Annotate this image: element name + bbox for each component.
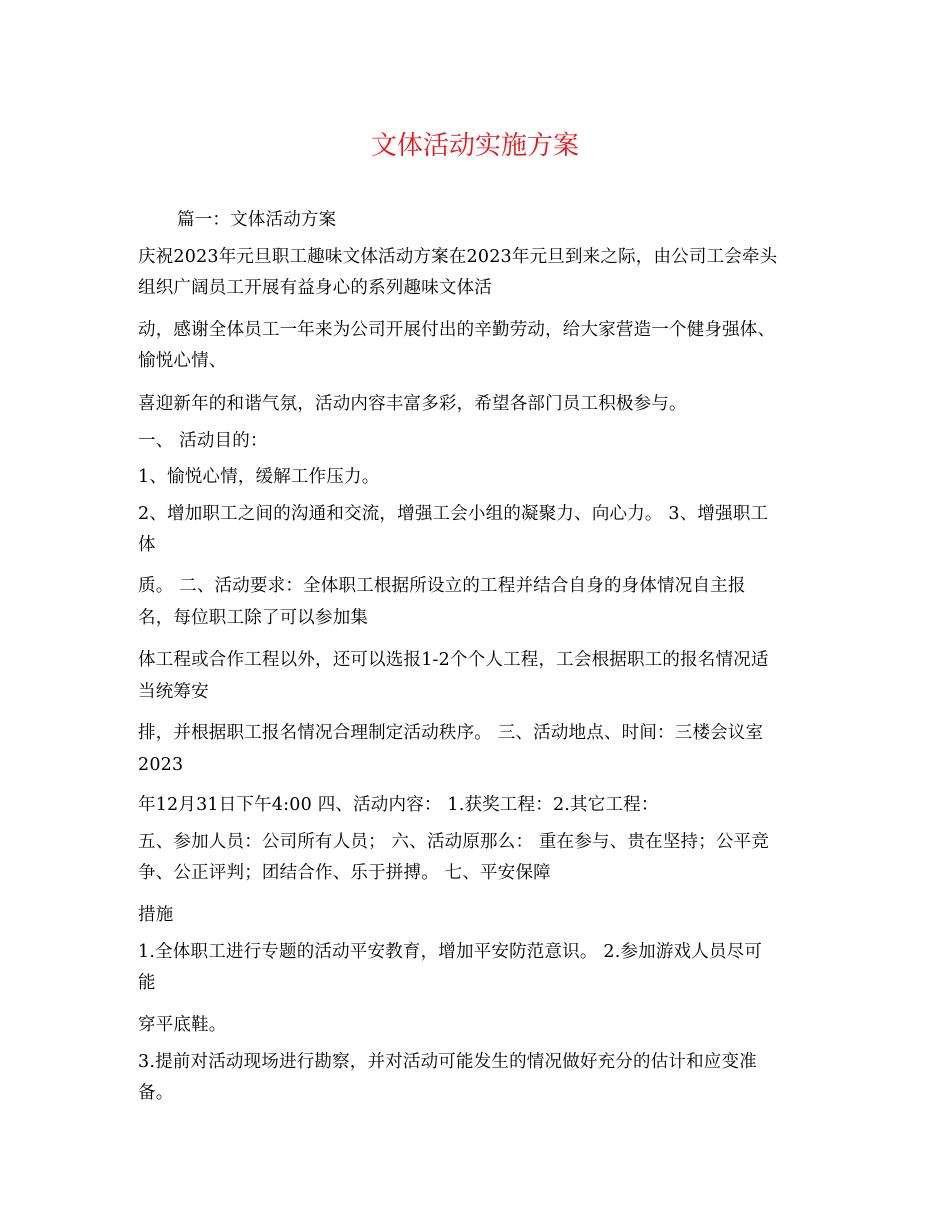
text-line: 名，每位职工除了可以参加集 [138, 608, 369, 628]
text-line: 1.全体职工进行专题的活动平安教育，增加平安防范意识。 2.参加游戏人员尽可 [138, 942, 763, 962]
text-line: 能 [138, 973, 156, 993]
text-line: 组织广阔员工开展有益身心的系列趣味文体活 [138, 278, 492, 298]
text-line: 1、愉悦心情，缓解工作压力。 [138, 467, 380, 487]
text-line: 体工程或合作工程以外，还可以选报1-2个个人工程，工会根据职工的报名情况适 [138, 650, 769, 670]
text-line: 备。 [138, 1083, 174, 1103]
text-line: 愉悦心情、 [138, 351, 227, 371]
text-line: 一、 活动目的： [138, 431, 268, 451]
text-line: 2、增加职工之间的沟通和交流，增强工会小组的凝聚力、向心力。 3、增强职工 [138, 504, 769, 524]
text-line: 措施 [138, 905, 174, 925]
text-line: 质。 二、活动要求：全体职工根据所设立的工程并结合自身的身体情况自主报 [138, 576, 746, 596]
text-line: 排，并根据职工报名情况合理制定活动秩序。 三、活动地点、时间：三楼会议室 [138, 723, 764, 743]
text-line: 篇一：文体活动方案 [177, 210, 337, 230]
text-line: 穿平底鞋。 [138, 1015, 227, 1035]
text-line: 庆祝2023年元旦职工趣味文体活动方案在2023年元旦到来之际，由公司工会牵头 [138, 247, 778, 267]
text-line: 当统筹安 [138, 682, 209, 702]
text-line: 五、参加人员：公司所有人员； 六、活动原那么： 重在参与、贵在坚持；公平竞 [138, 832, 770, 852]
text-line: 动，感谢全体员工一年来为公司开展付出的辛勤劳动，给大家营造一个健身强体、 [138, 320, 776, 340]
text-line: 争、公正评判；团结合作、乐于拼搏。 七、平安保障 [138, 863, 551, 883]
document-title: 文体活动实施方案 [370, 131, 579, 161]
text-line: 2023 [138, 755, 184, 775]
text-line: 年12月31日下午4:00 四、活动内容： 1.获奖工程：2.其它工程： [138, 795, 659, 815]
text-line: 喜迎新年的和谐气氛，活动内容丰富多彩，希望各部门员工积极参与。 [138, 394, 687, 414]
text-line: 体 [138, 535, 156, 555]
text-line: 3.提前对活动现场进行勘察，并对活动可能发生的情况做好充分的估计和应变准 [138, 1052, 757, 1072]
